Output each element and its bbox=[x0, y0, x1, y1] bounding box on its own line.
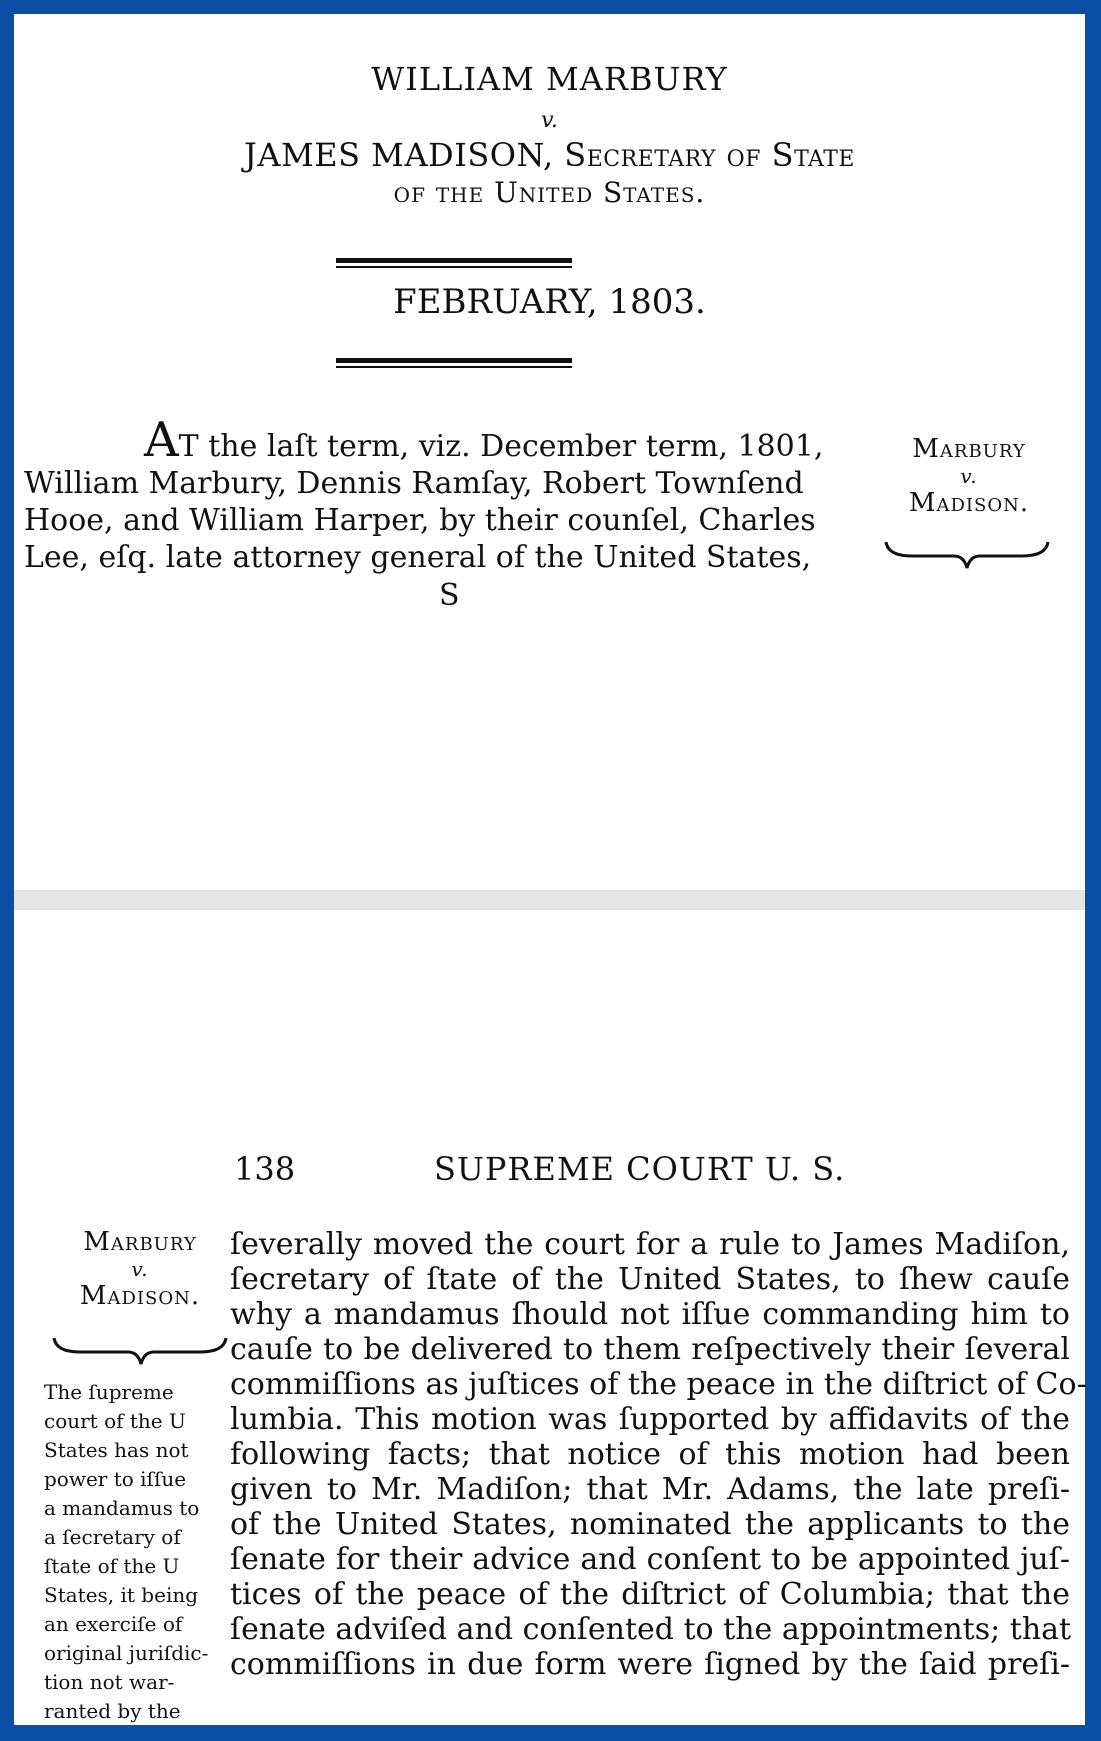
margin-versus: v. bbox=[131, 1257, 149, 1281]
summary-line: ranted by the bbox=[44, 1699, 181, 1723]
top-rule-1 bbox=[336, 258, 572, 263]
main-text-column bbox=[230, 1227, 1087, 1682]
curly-brace-icon bbox=[50, 1332, 230, 1372]
body-line: following facts; that notice of this motion had been bbox=[230, 1437, 1070, 1472]
margin-caption bbox=[884, 434, 1054, 518]
summary-line: States, it being bbox=[44, 1583, 199, 1607]
summary-line: power to iſſue bbox=[44, 1467, 187, 1491]
summary-line: a ſecretary of bbox=[44, 1525, 181, 1549]
body-line: ſenate adviſed and conſented to the appointments; that bbox=[230, 1612, 1072, 1647]
opening-line-2: William Marbury, Dennis Ramſay, Robert Townſend bbox=[24, 466, 804, 501]
page-separator bbox=[14, 890, 1085, 910]
body-line: ſecretary of ſtate of the United States, to ſhew cauſe bbox=[230, 1262, 1070, 1297]
opening-line-3: Hooe, and William Harper, by their counſel, Charles bbox=[24, 503, 816, 538]
running-title: SUPREME COURT U. S. bbox=[434, 1150, 846, 1188]
body-line: given to Mr. Madiſon; that Mr. Adams, the late preſi- bbox=[230, 1472, 1070, 1507]
body-line: tices of the peace of the diſtrict of Columbia; that the bbox=[230, 1577, 1070, 1612]
margin-name-plaintiff: Marbury bbox=[83, 1227, 197, 1257]
body-line: of the United States, nominated the applicants to the bbox=[230, 1507, 1070, 1542]
margin-name-plaintiff: Marbury bbox=[912, 434, 1026, 464]
body-line: cauſe to be delivered to them reſpectively their ſeveral bbox=[230, 1332, 1070, 1367]
opening-line-4: Lee, eſq. late attorney general of the United States, bbox=[24, 540, 812, 575]
page-one bbox=[14, 14, 1085, 890]
body-line: ſenate for their advice and conſent to be appointed juſ- bbox=[230, 1542, 1070, 1577]
catchword: S bbox=[439, 578, 460, 613]
summary-line: tion not war- bbox=[44, 1670, 175, 1694]
summary-line: States has not bbox=[44, 1438, 189, 1462]
opening-paragraph bbox=[24, 412, 824, 576]
date-rule-1 bbox=[336, 358, 572, 363]
drop-cap: A bbox=[144, 412, 179, 468]
body-line: commiſſions as juſtices of the peace in the diſtrict of Co- bbox=[230, 1367, 1087, 1402]
top-rule-2 bbox=[336, 266, 572, 268]
body-line: ſeverally moved the court for a rule to James Madiſon, bbox=[230, 1227, 1070, 1262]
summary-line: ſtate of the U bbox=[44, 1554, 180, 1578]
document-frame bbox=[14, 14, 1085, 1725]
summary-line: an exerciſe of bbox=[44, 1612, 183, 1636]
body-line: commiſſions in due form were ſigned by the ſaid preſi- bbox=[230, 1647, 1070, 1682]
side-summary bbox=[44, 1378, 244, 1726]
opening-line-1: AT the laſt term, viz. December term, 1801, bbox=[144, 412, 824, 468]
case-date: FEBRUARY, 1803. bbox=[393, 282, 706, 322]
versus-label: v. bbox=[541, 108, 558, 133]
page-number: 138 bbox=[234, 1150, 296, 1188]
summary-line: The ſupreme bbox=[44, 1380, 174, 1404]
curly-brace-icon bbox=[882, 534, 1052, 574]
margin-name-defendant: Madison. bbox=[908, 488, 1030, 518]
margin-name-defendant: Madison. bbox=[79, 1281, 201, 1311]
date-rule-2 bbox=[336, 366, 572, 368]
defendant-name: JAMES MADISON, Secretary of State bbox=[244, 136, 855, 174]
body-line: why a mandamus ſhould not iſſue commanding him to bbox=[230, 1297, 1070, 1332]
summary-line: court of the U bbox=[44, 1409, 186, 1433]
plaintiff-name: WILLIAM MARBURY bbox=[371, 60, 728, 98]
page2-margin-caption bbox=[50, 1227, 230, 1311]
body-line: lumbia. This motion was ſupported by affidavits of the bbox=[230, 1402, 1070, 1437]
defendant-title: of the United States. bbox=[393, 176, 706, 209]
margin-versus: v. bbox=[960, 464, 978, 488]
summary-line: a mandamus to bbox=[44, 1496, 200, 1520]
summary-line: original juriſdic- bbox=[44, 1641, 209, 1665]
